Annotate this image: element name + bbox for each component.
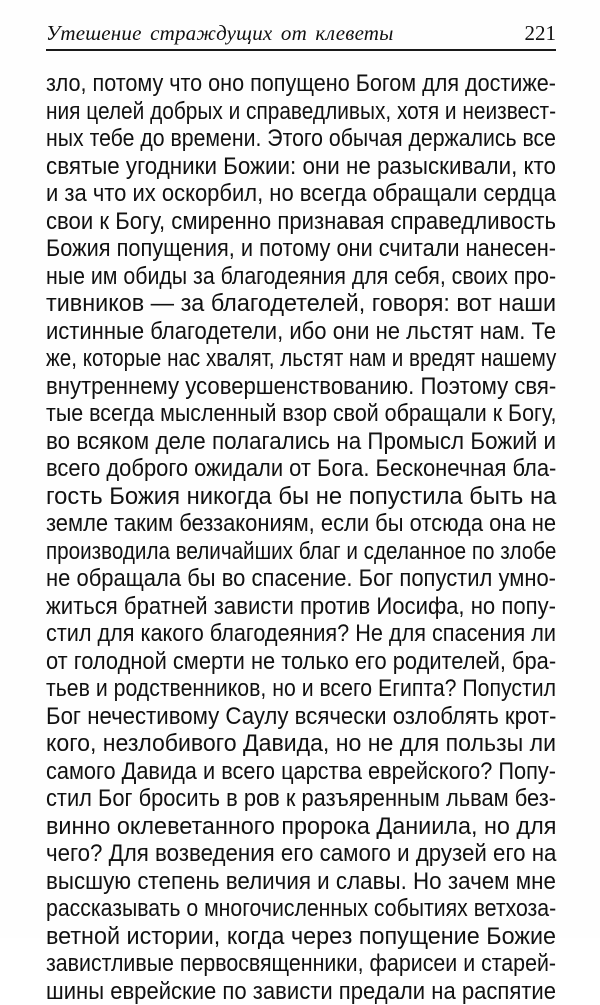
text-line: тьев и родственников, но и всего Египта? Попустил	[46, 675, 556, 703]
text-line: винно оклеветанного пророка Даниила, но для	[46, 813, 556, 841]
text-line: высшую степень величия и славы. Но зачем мне	[46, 868, 556, 896]
text-line: святые угодники Божии: они не разыскивали, кто	[46, 153, 556, 181]
text-line: стил для какого благодеяния? Не для спасения ли	[46, 620, 556, 648]
text-line: внутреннему усовершенствованию. Поэтому свя-	[46, 373, 556, 401]
text-line: производила величайших благ и сделанное по злобе	[46, 538, 556, 566]
text-line: во всяком деле полагались на Промысл Божий и	[46, 428, 556, 456]
text-line: ные им обиды за благодеяния для себя, своих про-	[46, 263, 556, 291]
text-line: гость Божия никогда бы не попустила быть на	[46, 483, 556, 511]
text-line: зло, потому что оно попущено Богом для достиже-	[46, 70, 556, 98]
text-line: ных тебе до времени. Этого обычая держались все	[46, 125, 556, 153]
text-line: завистливые первосвященники, фарисеи и старей-	[46, 950, 556, 978]
running-title: Утешение страждущих от клеветы	[46, 21, 394, 46]
running-head	[46, 19, 556, 51]
text-line: ветной истории, когда через попущение Божие	[46, 923, 556, 951]
text-line: рассказывать о многочисленных событиях ветхоза-	[46, 895, 556, 923]
text-line: и за что их оскорбил, но всегда обращали сердца	[46, 180, 556, 208]
text-line: самого Давида и всего царства еврейского? Попу-	[46, 758, 556, 786]
text-line: же, которые нас хвалят, льстят нам и вредят нашему	[46, 345, 556, 373]
text-line: Божия попущения, и потому они считали нанесен-	[46, 235, 556, 263]
text-line: земле таким беззакониям, если бы отсюда она не	[46, 510, 556, 538]
text-line: стил Бог бросить в ров к разъяренным львам без-	[46, 785, 556, 813]
text-line: чего? Для возведения его самого и друзей его на	[46, 840, 556, 868]
text-line: житься братней зависти против Иосифа, но попу-	[46, 593, 556, 621]
text-line: тые всегда мысленный взор свой обращали к Богу,	[46, 400, 556, 428]
text-line: свои к Богу, смиренно признавая справедливость	[46, 208, 556, 236]
text-line: Бог нечестивому Саулу всячески озлоблять крот-	[46, 703, 556, 731]
page-number: 221	[525, 21, 557, 46]
text-line: шины еврейские по зависти предали на распятие	[46, 978, 556, 1005]
text-line: истинные благодетели, ибо они не льстят нам. Те	[46, 318, 556, 346]
text-line: ния целей добрых и справедливых, хотя и неизвест-	[46, 98, 556, 126]
text-line: всего доброго ожидали от Бога. Бесконечная бла-	[46, 455, 556, 483]
text-line: кого, незлобивого Давида, но не для пользы ли	[46, 730, 556, 758]
text-line: от голодной смерти не только его родителей, бра-	[46, 648, 556, 676]
text-line: не обращала бы во спасение. Бог попустил умно-	[46, 565, 556, 593]
text-line: тивников — за благодетелей, говоря: вот наши	[46, 290, 556, 318]
body-text	[46, 70, 556, 1005]
